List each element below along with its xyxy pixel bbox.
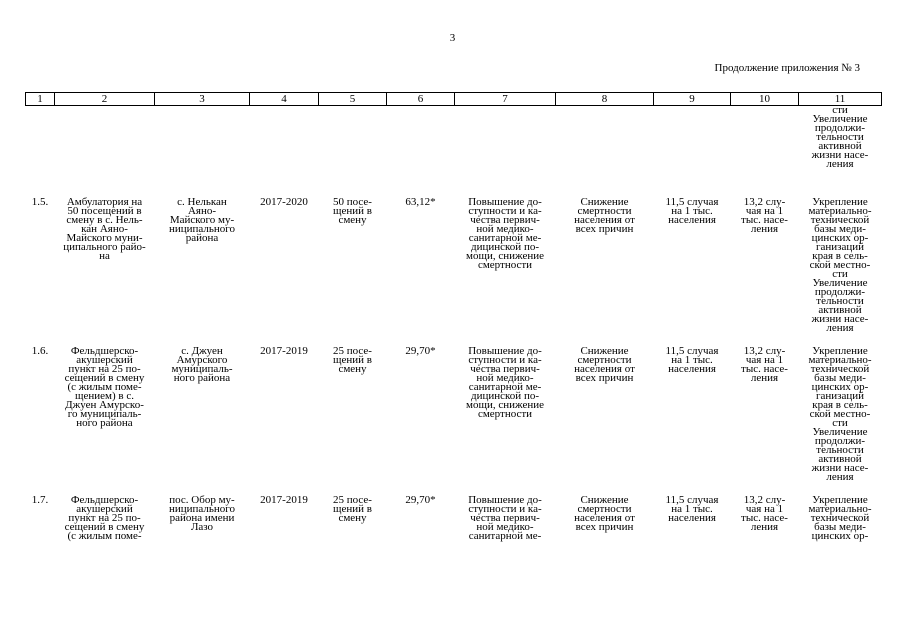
result	[556, 496, 654, 541]
text-line: щением) в с.	[75, 390, 134, 402]
text-line: ниципального	[168, 223, 236, 235]
text-line: на 1 тыс.	[671, 354, 713, 366]
text-line: населения	[668, 214, 716, 226]
text-line: края в сель-	[812, 250, 868, 262]
text-line: Увеличение	[812, 277, 868, 289]
text-line: акушерский	[76, 503, 133, 515]
text-line: го муниципаль-	[67, 408, 142, 420]
row-number: 1.7.	[31, 494, 49, 506]
text-line: смертности	[577, 205, 632, 217]
text-line: смертности	[477, 259, 533, 271]
text-line: 50 посещений в	[67, 205, 142, 217]
period: 2017-2019	[260, 494, 308, 506]
text-line: щений в	[333, 205, 372, 217]
text-line: Майского му-	[169, 214, 235, 226]
text-line: ного района	[76, 417, 133, 429]
indicator-target	[731, 347, 799, 482]
indicator-base	[654, 198, 731, 333]
cost: 63,12*	[405, 196, 436, 208]
carryover-cell	[799, 106, 882, 199]
text-line: базы меди-	[814, 372, 866, 384]
text-line: чая на 1	[745, 354, 784, 366]
location	[155, 496, 250, 541]
text-line: 50 посе-	[333, 196, 372, 208]
text-line: ступности и ка-	[468, 205, 542, 217]
text-line: пос. Обор му-	[169, 494, 235, 506]
text-line: кан Аяно-	[81, 223, 128, 235]
text-line: ного района	[173, 372, 231, 384]
indicator-base	[654, 496, 731, 541]
text-line: продолжи-	[814, 286, 866, 298]
text-line: Аяно-	[187, 205, 217, 217]
purpose	[799, 496, 882, 541]
text-line: Увеличение	[812, 426, 868, 438]
text-line: 13,2 слу-	[743, 494, 786, 506]
text-line: всех причин	[575, 223, 634, 235]
text-line: ской местно-	[809, 408, 871, 420]
cost: 29,70*	[405, 345, 436, 357]
text-line: продолжи-	[814, 122, 866, 134]
column-header: 2	[55, 93, 155, 106]
text-line: санитарной ме-	[468, 381, 542, 393]
text-line: ступности и ка-	[468, 503, 542, 515]
text-line: всех причин	[575, 521, 634, 533]
text-line: тыс. насе-	[741, 363, 788, 375]
text-line: пункт на 25 по-	[68, 363, 141, 375]
column-header: 11	[799, 93, 882, 106]
table-row	[26, 496, 882, 541]
text-line: всех причин	[575, 372, 634, 384]
object-name	[55, 198, 155, 333]
text-line: жизни насе-	[811, 313, 869, 325]
text-line: тыс. насе-	[741, 512, 788, 524]
row-number: 1.5.	[31, 196, 49, 208]
text-line: ной медико-	[476, 223, 534, 235]
text-line: смертности	[577, 503, 632, 515]
goal	[455, 496, 556, 541]
column-header: 10	[731, 93, 799, 106]
text-line: чая на 1	[745, 503, 784, 515]
text-line: 11,5 случая	[665, 494, 719, 506]
text-line: Амурского	[176, 354, 228, 366]
text-line: населения от	[574, 214, 635, 226]
text-line: цинских ор-	[811, 381, 869, 393]
text-line: ления	[750, 521, 779, 533]
document-table	[25, 92, 882, 541]
text-line: Укрепление	[812, 345, 868, 357]
text-line: смену в с. Нель-	[66, 214, 143, 226]
text-line: ской местно-	[809, 259, 871, 271]
text-line: населения	[668, 363, 716, 375]
goal	[455, 347, 556, 482]
text-line: мощи, снижение	[466, 399, 544, 411]
page-number: 3	[449, 32, 456, 44]
text-line: населения от	[574, 363, 635, 375]
column-header: 1	[26, 93, 55, 106]
appendix-caption: Продолжение приложения № 3	[714, 62, 860, 74]
text-line: 25 посе-	[333, 345, 372, 357]
text-line: смертности	[477, 408, 533, 420]
text-line: Повышение до-	[468, 196, 542, 208]
text-line: технической	[810, 363, 870, 375]
carryover-row	[26, 106, 882, 199]
text-line: населения	[668, 512, 716, 524]
text-line: чая на 1	[745, 205, 784, 217]
text-line: чества первич-	[470, 214, 540, 226]
text-line: 13,2 слу-	[743, 196, 786, 208]
text-line: Джуен Амурско-	[65, 399, 144, 411]
capacity	[319, 496, 387, 541]
indicator-target	[731, 198, 799, 333]
text-line: сти	[832, 417, 848, 429]
text-line: Майского муни-	[66, 232, 143, 244]
text-line: сещений в смену	[64, 372, 145, 384]
text-line: Снижение	[580, 196, 629, 208]
row-number: 1.6.	[31, 345, 49, 357]
text-line: смертности	[577, 354, 632, 366]
text-line: ганизаций	[815, 390, 865, 402]
text-line: ступности и ка-	[468, 354, 542, 366]
text-line: санитарной ме-	[468, 232, 542, 244]
text-line: района	[185, 232, 219, 244]
text-line: на 1 тыс.	[671, 205, 713, 217]
text-line: активной	[818, 140, 862, 152]
text-line: ления	[750, 372, 779, 384]
result	[556, 347, 654, 482]
column-number-row	[26, 93, 882, 106]
text-line: населения от	[574, 512, 635, 524]
column-header: 7	[455, 93, 556, 106]
text-line: ниципального	[168, 503, 236, 515]
text-line: ления	[826, 322, 854, 334]
text-line: материально-	[808, 205, 872, 217]
text-line: материально-	[808, 354, 872, 366]
column-header: 4	[250, 93, 319, 106]
text-line: ления	[826, 471, 854, 483]
text-line: (с жилым поме-	[67, 381, 142, 393]
text-line: Амбулатория на	[66, 196, 143, 208]
column-header: 8	[556, 93, 654, 106]
text-line: Фельдшерско-	[70, 345, 139, 357]
text-line: ной медико-	[476, 372, 534, 384]
text-line: на 1 тыс.	[671, 503, 713, 515]
text-line: Укрепление	[812, 196, 868, 208]
text-line: цинских ор-	[811, 530, 869, 542]
text-line: края в сель-	[812, 399, 868, 411]
column-header: 5	[319, 93, 387, 106]
table-row	[26, 347, 882, 482]
text-line: Укрепление	[812, 494, 868, 506]
text-line: на	[99, 250, 110, 262]
text-line: материально-	[808, 503, 872, 515]
text-line: Лазо	[190, 521, 214, 533]
text-line: с. Джуен	[181, 345, 223, 357]
object-name	[55, 347, 155, 482]
text-line: сти	[832, 268, 848, 280]
text-line: (с жилым поме-	[67, 530, 142, 542]
text-line: тельности	[816, 444, 864, 456]
text-line: акушерский	[76, 354, 133, 366]
text-line: мощи, снижение	[466, 250, 544, 262]
text-line: жизни насе-	[811, 462, 869, 474]
period: 2017-2020	[260, 196, 308, 208]
capacity	[319, 347, 387, 482]
text-line: чества первич-	[470, 363, 540, 375]
text-line: Снижение	[580, 345, 629, 357]
text-line: ной медико-	[476, 521, 534, 533]
text-line: тельности	[816, 131, 864, 143]
object-name	[55, 496, 155, 541]
text-line: муниципаль-	[171, 363, 233, 375]
text-line: дицинской по-	[471, 390, 539, 402]
location	[155, 198, 250, 333]
text-line: жизни насе-	[811, 149, 869, 161]
text-line: ления	[826, 158, 854, 170]
text-line: района имени	[169, 512, 235, 524]
text-line: 25 посе-	[333, 494, 372, 506]
period: 2017-2019	[260, 345, 308, 357]
indicator-target	[731, 496, 799, 541]
text-line: активной	[818, 304, 862, 316]
goal	[455, 198, 556, 333]
text-line: Увеличение	[812, 113, 868, 125]
text-line: 11,5 случая	[665, 196, 719, 208]
indicator-base	[654, 347, 731, 482]
text-line: сещений в смену	[64, 521, 145, 533]
text-line: продолжи-	[814, 435, 866, 447]
text-line: 13,2 слу-	[743, 345, 786, 357]
text-line: тыс. насе-	[741, 214, 788, 226]
text-line: ципального райо-	[63, 241, 146, 253]
text-line: тельности	[816, 295, 864, 307]
text-line: Фельдшерско-	[70, 494, 139, 506]
purpose	[799, 347, 882, 482]
text-line: пункт на 25 по-	[68, 512, 141, 524]
text-line: Повышение до-	[468, 345, 542, 357]
text-line: ганизаций	[815, 241, 865, 253]
table-row	[26, 198, 882, 333]
text-line: цинских ор-	[811, 232, 869, 244]
text-line: щений в	[333, 503, 372, 515]
text-line: смену	[338, 512, 367, 524]
cost: 29,70*	[405, 494, 436, 506]
text-line: чества первич-	[470, 512, 540, 524]
text-line: Повышение до-	[468, 494, 542, 506]
text-line: Снижение	[580, 494, 629, 506]
text-line: щений в	[333, 354, 372, 366]
result	[556, 198, 654, 333]
text-line: 11,5 случая	[665, 345, 719, 357]
column-header: 3	[155, 93, 250, 106]
text-line: санитарной ме-	[468, 530, 542, 542]
text-line: активной	[818, 453, 862, 465]
text-line: смену	[338, 214, 367, 226]
text-line: ления	[750, 223, 779, 235]
text-line: технической	[810, 512, 870, 524]
text-line: базы меди-	[814, 223, 866, 235]
text-line: базы меди-	[814, 521, 866, 533]
text-line: с. Нелькан	[177, 196, 227, 208]
text-line: сти	[832, 104, 848, 116]
text-line: дицинской по-	[471, 241, 539, 253]
column-header: 9	[654, 93, 731, 106]
text-line: технической	[810, 214, 870, 226]
text-line: смену	[338, 363, 367, 375]
location	[155, 347, 250, 482]
purpose	[799, 198, 882, 333]
capacity	[319, 198, 387, 333]
column-header: 6	[387, 93, 455, 106]
